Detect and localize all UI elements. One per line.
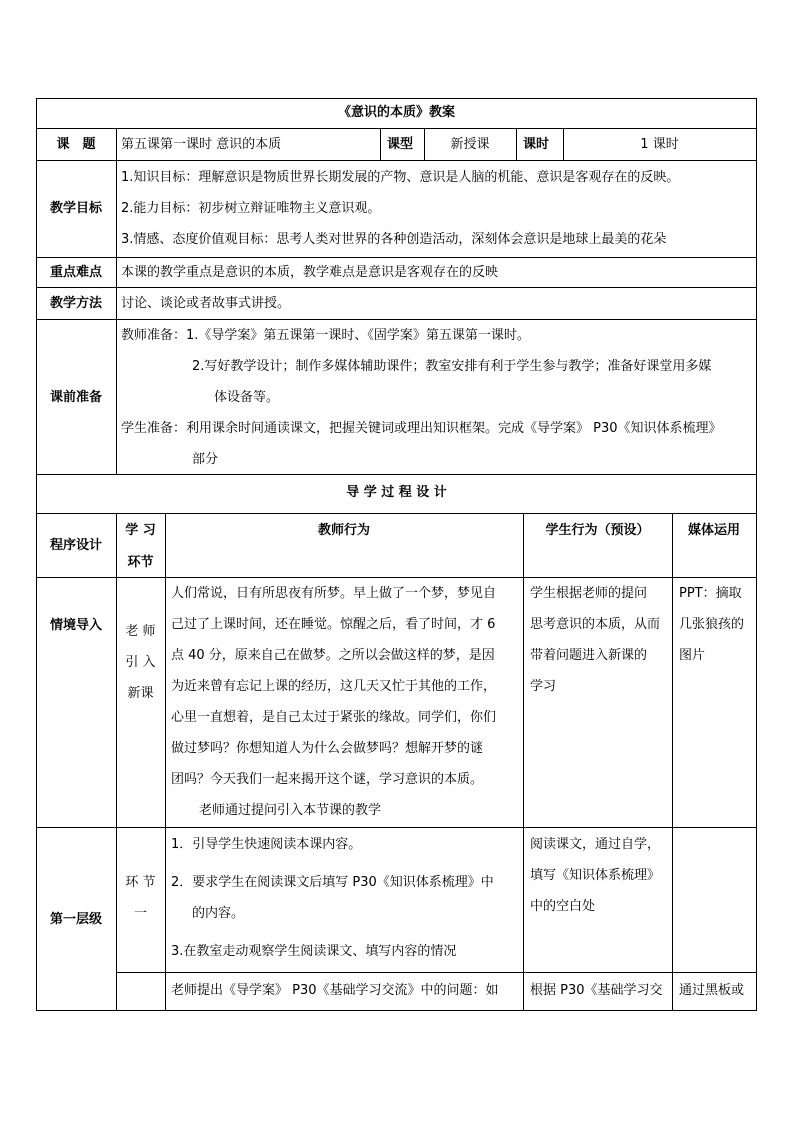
row-divider xyxy=(36,128,757,129)
col-header-media: 媒体运用 xyxy=(687,523,740,538)
hours-value: 1 课时 xyxy=(640,137,679,152)
col-divider xyxy=(516,128,517,161)
col-divider xyxy=(672,513,673,1011)
preparation-label: 课前准备 xyxy=(49,390,102,405)
stage-cell: 引 入 xyxy=(125,655,156,670)
row-divider xyxy=(36,319,757,320)
type-value: 新授课 xyxy=(450,137,490,152)
table-border-bottom xyxy=(36,1010,757,1011)
hours-label: 课时 xyxy=(523,137,550,152)
stage-cell: 环 节 xyxy=(125,875,156,890)
media-line: 通过黑板或 xyxy=(679,983,745,998)
col-header-teacher: 教师行为 xyxy=(317,523,370,538)
media-line: 图片 xyxy=(679,648,706,663)
student-line: 学生根据老师的提问 xyxy=(530,586,648,601)
teacher-line: 心里一直想着，是自己太过于紧张的缘故。同学们，你们 xyxy=(171,710,497,725)
teacher-line: 1．引导学生快速阅读本课内容。 xyxy=(171,837,362,852)
teacher-line: 人们常说，日有所思夜有所梦。早上做了一个梦，梦见自 xyxy=(171,586,497,601)
teacher-line: 做过梦吗？你想知道人为什么会做梦吗？想解开梦的谜 xyxy=(171,741,484,756)
row-divider xyxy=(36,160,757,161)
teacher-line: 为近来曾有忘记上课的经历，这几天又忙于其他的工作， xyxy=(171,679,497,694)
program-cell: 情境导入 xyxy=(49,618,102,633)
row-divider xyxy=(36,257,757,258)
row-divider xyxy=(36,513,757,514)
program-cell: 第一层级 xyxy=(49,912,102,927)
stage-cell: 老 师 xyxy=(125,624,156,639)
methods-text: 讨论、谈论或者故事式讲授。 xyxy=(121,296,291,311)
keypoints-label: 重点难点 xyxy=(49,265,102,280)
row-divider xyxy=(36,474,757,475)
student-line: 带着问题进入新课的 xyxy=(530,648,648,663)
preparation-line: 体设备等。 xyxy=(214,390,280,405)
objective-line: 3.情感、态度价值观目标：思考人类对世界的各种创造活动，深刻体会意识是地球上最美的花朵 xyxy=(121,232,667,247)
topic-label: 课 题 xyxy=(56,137,96,152)
student-line: 填写《知识体系梳理》 xyxy=(530,868,661,883)
student-line: 阅读课文，通过自学， xyxy=(530,837,661,852)
keypoints-text: 本课的教学重点是意识的本质，教学难点是意识是客观存在的反映 xyxy=(121,265,499,280)
objective-line: 1.知识目标：理解意识是物质世界长期发展的产物、意识是人脑的机能、意识是客观存在的反映。 xyxy=(121,170,680,185)
col-header-stage: 环节 xyxy=(127,555,154,570)
row-divider xyxy=(36,827,757,828)
teacher-line: 团吗？今天我们一起来揭开这个谜，学习意识的本质。 xyxy=(171,772,484,787)
objectives-label: 教学目标 xyxy=(49,201,102,216)
col-divider xyxy=(523,513,524,1011)
preparation-line: 学生准备：利用课余时间通读课文，把握关键词或理出知识框架。完成《导学案》 P30《知识体系梳理》 xyxy=(121,421,722,436)
media-line: PPT：摘取 xyxy=(679,586,742,601)
table-border-right xyxy=(756,98,757,1011)
preparation-line: 教师准备：1.《导学案》第五课第一课时、《固学案》第五课第一课时。 xyxy=(121,328,530,343)
table-border-left xyxy=(36,98,37,1011)
preparation-line: 2.写好教学设计；制作多媒体辅助课件；教室安排有利于学生参与教学；准备好课堂用多媒 xyxy=(192,359,712,374)
methods-label: 教学方法 xyxy=(49,296,102,311)
stage-cell: 新课 xyxy=(127,686,154,701)
row-divider xyxy=(116,972,757,973)
stage-cell: 一 xyxy=(133,906,147,921)
type-label: 课型 xyxy=(387,137,414,152)
row-divider xyxy=(36,287,757,288)
row-divider xyxy=(36,577,757,578)
teacher-line: 老师通过提问引入本节课的教学 xyxy=(199,803,382,818)
objective-line: 2.能力目标：初步树立辩证唯物主义意识观。 xyxy=(121,201,381,216)
teacher-line: 老师提出《导学案》 P30《基础学习交流》中的问题：如 xyxy=(171,983,499,998)
col-header-student: 学生行为（预设） xyxy=(545,523,650,538)
document-title: 《意识的本质》教案 xyxy=(337,105,455,120)
col-divider xyxy=(116,513,117,1011)
teacher-line: 3.在教室走动观察学生阅读课文、填写内容的情况 xyxy=(171,944,457,959)
process-title: 导 学 过 程 设 计 xyxy=(346,485,447,500)
col-header-stage: 学 习 xyxy=(125,523,156,538)
student-line: 学习 xyxy=(530,679,557,694)
col-divider xyxy=(380,128,381,161)
teacher-line: 2．要求学生在阅读课文后填写 P30《知识体系梳理》中 xyxy=(171,875,494,890)
preparation-line: 部分 xyxy=(192,452,219,467)
teacher-line: 己过了上课时间，还在睡觉。惊醒之后，看了时间，才 6 xyxy=(171,617,496,632)
table-border-top xyxy=(36,98,757,99)
col-divider xyxy=(165,513,166,1011)
student-line: 思考意识的本质，从而 xyxy=(530,617,661,632)
col-header-program: 程序设计 xyxy=(49,538,102,553)
teacher-line: 的内容。 xyxy=(192,906,245,921)
col-divider xyxy=(116,128,117,475)
media-line: 几张狼孩的 xyxy=(679,617,745,632)
topic-value: 第五课第一课时 意识的本质 xyxy=(121,137,282,152)
teacher-line: 点 40 分，原来自己在做梦。之所以会做这样的梦，是因 xyxy=(171,648,495,663)
student-line: 根据 P30《基础学习交 xyxy=(530,983,663,998)
student-line: 中的空白处 xyxy=(530,899,596,914)
